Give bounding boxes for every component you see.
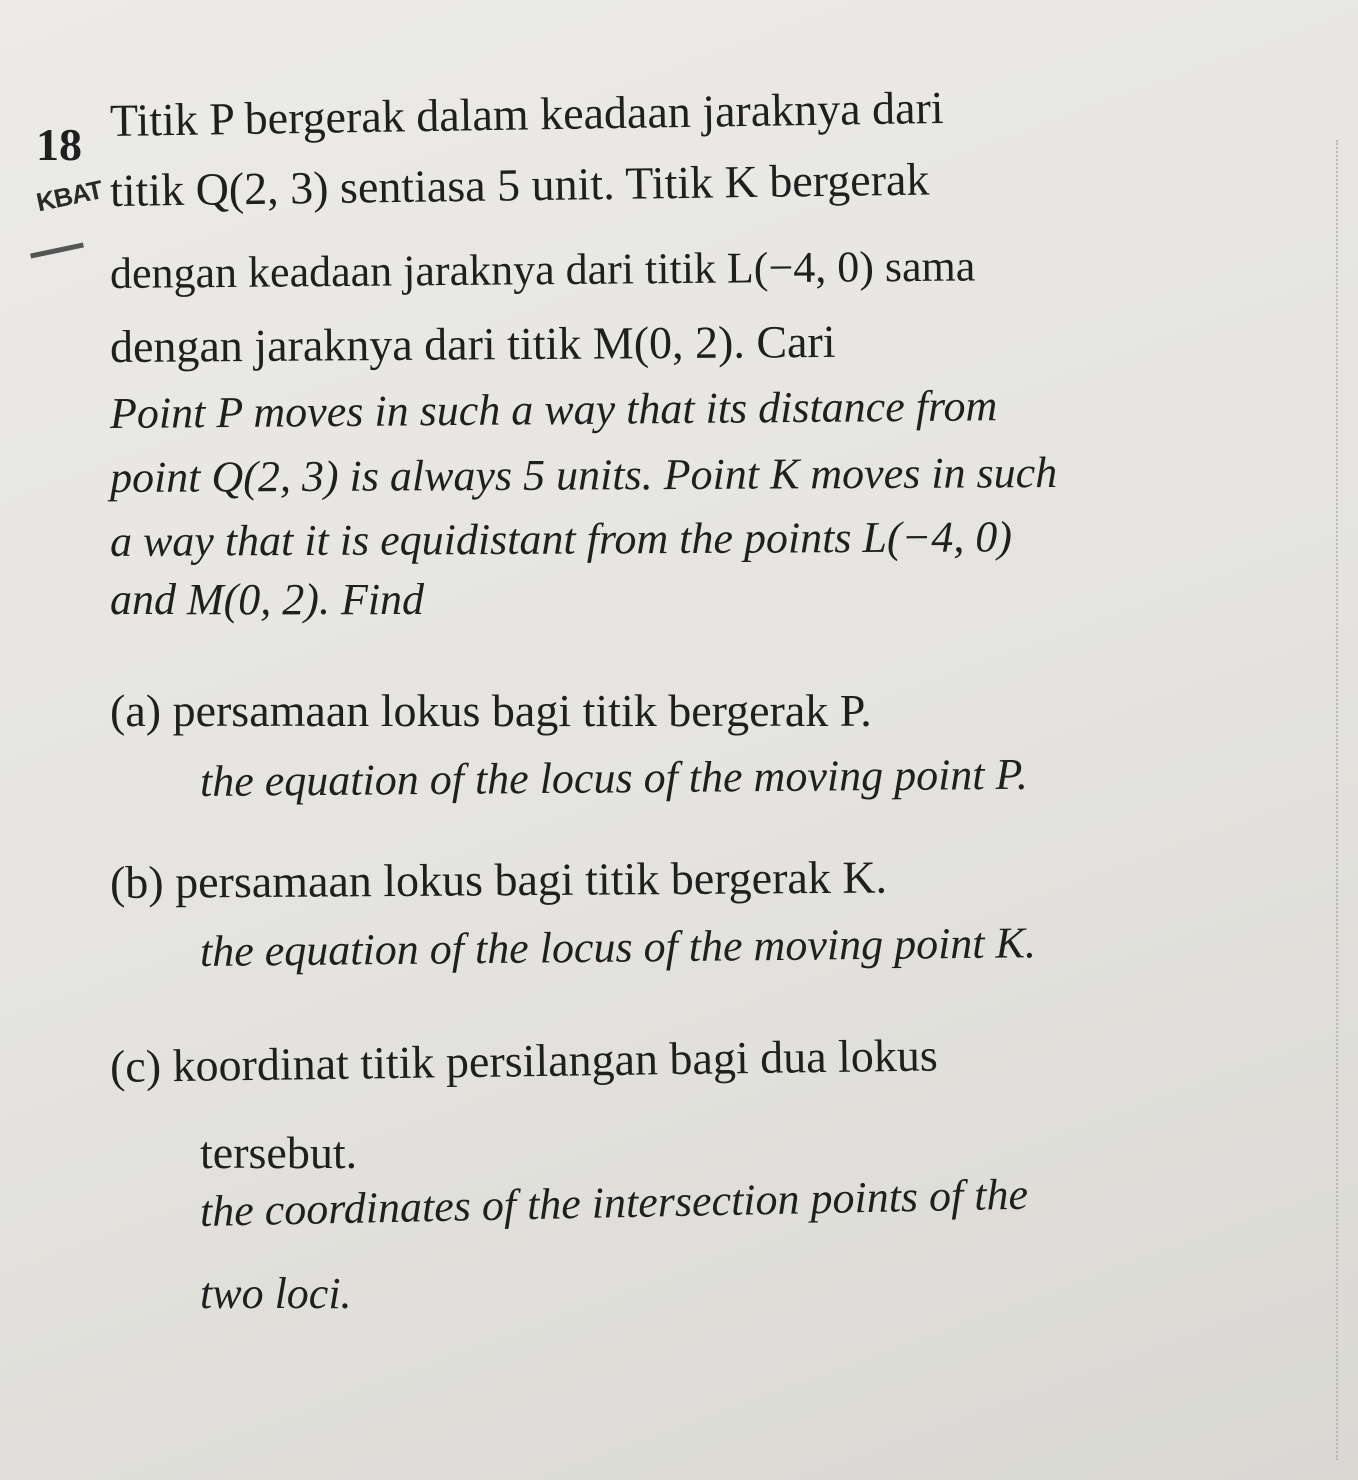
part-c-english-1: the coordinates of the intersection points of the — [199, 1169, 1029, 1236]
english-line-2: point Q(2, 3) is always 5 units. Point K moves in such — [109, 448, 1058, 502]
english-line-3: a way that it is equidistant from the points L(−4, 0) — [109, 512, 1013, 566]
malay-line-1: Titik P bergerak dalam keadaan jaraknya dari — [109, 81, 944, 146]
kbat-underline — [30, 242, 84, 258]
part-b-label: (b) — [109, 856, 164, 908]
kbat-badge: KBAT — [33, 174, 105, 218]
part-a-english: the equation of the locus of the moving point P. — [199, 749, 1028, 806]
english-line-1: Point P moves in such a way that its distance from — [109, 381, 998, 438]
part-b-malay: persamaan lokus bagi titik bergerak K. — [174, 851, 888, 908]
part-a-label: (a) — [110, 685, 162, 736]
part-c-english-2: two loci. — [200, 1269, 352, 1318]
part-a — [110, 685, 872, 736]
malay-line-4: dengan jaraknya dari titik M(0, 2). Cari — [109, 315, 836, 372]
part-c-malay-2: tersebut. — [200, 1127, 358, 1178]
malay-line-3: dengan keadaan jaraknya dari titik L(−4, 0) sama — [109, 241, 976, 298]
english-line-4: and M(0, 2). Find — [110, 575, 425, 624]
part-c-label: (c) — [109, 1040, 162, 1092]
malay-line-2: titik Q(2, 3) sentiasa 5 unit. Titik K bergerak — [109, 153, 930, 216]
question-number: 18 — [36, 119, 82, 170]
part-b-english: the equation of the locus of the moving point K. — [199, 918, 1037, 976]
part-a-malay: persamaan lokus bagi titik bergerak P. — [172, 685, 872, 736]
part-c — [109, 1029, 939, 1092]
part-b — [109, 851, 888, 908]
page-edge-dotted-line — [1336, 140, 1338, 1460]
part-c-malay-1: koordinat titik persilangan bagi dua lokus — [172, 1029, 939, 1092]
